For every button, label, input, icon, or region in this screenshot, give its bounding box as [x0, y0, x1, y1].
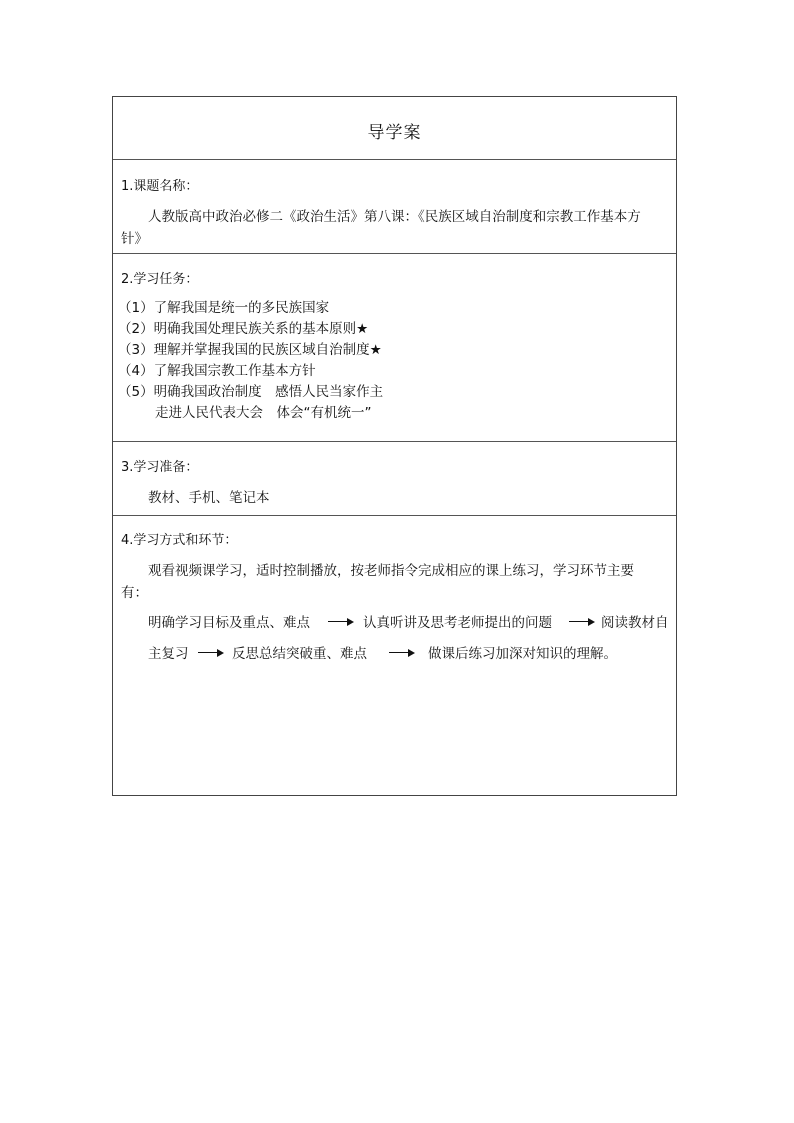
task-item-5-continuation: 走进人民代表大会 体会“有机统一”: [155, 405, 372, 421]
step-listen-think: 认真听讲及思考老师提出的问题: [363, 615, 552, 631]
task-item-5: （5）明确我国政治制度 感悟人民当家作主: [118, 384, 384, 400]
task-item-4: （4）了解我国宗教工作基本方针: [118, 363, 316, 379]
study-guide-table: [112, 96, 677, 796]
topic-text-line-1: 人教版高中政治必修二《政治生活》第八课：《民族区域自治制度和宗教工作基本方: [148, 209, 641, 225]
topic-section: [113, 160, 676, 254]
topic-text-line-2: 针》: [121, 231, 148, 247]
arrow-right-icon: [569, 621, 593, 622]
preparation-section: [113, 442, 676, 516]
step-practice: 做课后练习加深对知识的理解。: [428, 646, 617, 662]
preparation-label: 3.学习准备：: [121, 460, 199, 475]
tasks-label: 2.学习任务：: [121, 272, 199, 287]
title-row: [113, 97, 676, 160]
task-item-2: （2）明确我国处理民族关系的基本原则★: [118, 321, 369, 337]
arrow-right-icon: [198, 652, 222, 653]
arrow-right-icon: [328, 621, 352, 622]
step-set-goals: 明确学习目标及重点、难点: [148, 615, 310, 631]
preparation-content: 教材、手机、笔记本: [148, 490, 270, 506]
method-intro-line-2: 有：: [121, 585, 148, 601]
task-item-1: （1）了解我国是统一的多民族国家: [118, 300, 330, 316]
tasks-section: [113, 254, 676, 442]
task-item-3: （3）理解并掌握我国的民族区域自治制度★: [118, 342, 382, 358]
step-reflect: 反思总结突破重、难点: [232, 646, 367, 662]
method-intro-line-1: 观看视频课学习，适时控制播放，按老师指令完成相应的课上练习，学习环节主要: [148, 563, 634, 579]
method-section: [113, 516, 676, 795]
step-read-textbook: 阅读教材自: [601, 615, 669, 631]
arrow-right-icon: [389, 652, 413, 653]
page-title: 导学案: [367, 123, 422, 143]
step-review: 主复习: [148, 646, 189, 662]
method-label: 4.学习方式和环节：: [121, 533, 238, 548]
topic-label: 1.课题名称：: [121, 179, 199, 194]
